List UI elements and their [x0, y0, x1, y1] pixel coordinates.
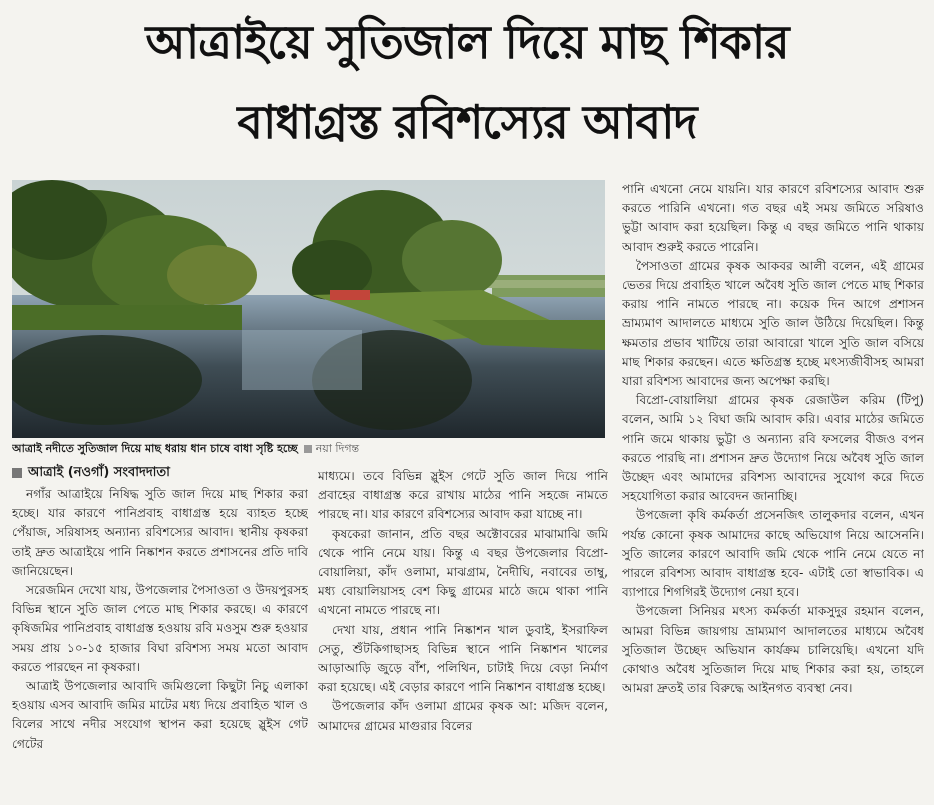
- article-column-2: [318, 467, 608, 803]
- paragraph: উপজেলা সিনিয়র মৎস্য কর্মকর্তা মাকসুদুর রহমান বলেন, আমরা বিভিন্ন জায়গায় ভ্রাম্যমাণ আদালতের মাধ্যমে অবৈধ সুতিজাল উচ্ছেদ অভিযান কার্যক্রম চালিয়েছি। এখনো যদি কোথাও অবৈধ সুতিজাল দিয়ে মাছ শিকার করা হয়, তাহলে আমরা দ্রুতই তার বিরুদ্ধে আইনগত ব্যবস্থা নেব।: [622, 604, 924, 696]
- article-column-3: [622, 180, 924, 803]
- paragraph: পানি এখনো নেমে যায়নি। যার কারণে রবিশস্যের আবাদ শুরু করতে পারিনি এখনো। গত বছর এই সময় জমিতে সরিষাও ভুট্টা আবাদ করা হয়েছিল। কিন্তু এ বছর জমিতে পানি থাকায় আবাদ শুরুই করতে পারেনি।: [622, 182, 924, 254]
- byline: [12, 463, 308, 483]
- paragraph: বিপ্রো-বোয়ালিয়া গ্রামের কৃষক রেজাউল করিম (টিপু) বলেন, আমি ১২ বিঘা জমি আবাদ করি। এবার মাঠের জমিতে পানি জমে থাকায় ভুট্টা ও অন্যান্য রবি ফসলের বীজও বপন করতে পারছি না। প্রশাসন দ্রুত উদ্যোগ নিয়ে অবৈধ সুতি জাল উচ্ছেদ এবং আমাদের রবিশস্য আবাদের সুযোগ করে দিতে সহযোগিতা করার আবেদন জানাচ্ছি।: [622, 393, 924, 504]
- paragraph: কৃষকেরা জানান, প্রতি বছর অক্টোবরের মাঝামাঝি জমি থেকে পানি নেমে যায়। কিন্তু এ বছর উপজেলার বিপ্রো-বোয়ালিয়া, কাঁদ ওলামা, মাঝগ্রাম, নৈদীঘি, নবাবের তাম্বু, মধ্য বোয়ালিয়াসহ বেশ কিছু গ্রামের মাঠে জমে থাকা পানি এখনো নামতে পারছে না।: [318, 526, 608, 618]
- byline-text: আত্রাই (নওগাঁ) সংবাদদাতা: [28, 465, 170, 480]
- paragraph: পৈসাওতা গ্রামের কৃষক আকবর আলী বলেন, এই গ্রামের ভেতর দিয়ে প্রবাহিত খালে অবৈধ সুতি জাল পেতে মাছ শিকার করায় পানি নামতে পারছে না। কয়েক দিন আগে প্রশাসন ভ্রাম্যমাণ আদালতে মাধ্যমে সুতি জাল উঠিয়ে দিয়েছিল। কিন্তু ক্ষমতার প্রভাব খাটিয়ে তারা আবারো খালে সুতি জাল বসিয়ে মাছ শিকার করছেন। এতে ক্ষতিগ্রস্ত হচ্ছে মৎস্যজীবীসহ আমরা যারা রবিশস্য আবাদের জন্য অপেক্ষা করছি।: [622, 258, 924, 389]
- photo-credit: নয়া দিগন্ত: [315, 442, 360, 455]
- headline-line-1: আত্রাইয়ে সুতিজাল দিয়ে মাছ শিকার: [145, 15, 789, 69]
- paragraph: নগাঁর আত্রাইয়ে নিষিদ্ধ সুতি জাল দিয়ে মাছ শিকার করা হচ্ছে। যার কারণে পানিপ্রবাহ বাধাগ্রস্ত হয়ে ব্যাহত হচ্ছে পেঁয়াজ, সরিষাসহ অন্যান্য রবিশস্যের আবাদ। স্থানীয় কৃষকরা তাই দ্রুত আত্রাইয়ে পানি নিষ্কাশন করতে প্রশাসনের প্রতি দাবি জানিয়েছেন।: [12, 487, 308, 578]
- article-column-1: [12, 485, 308, 803]
- paragraph: মাধ্যমে। তবে বিভিন্ন স্লুইস গেটে সুতি জাল দিয়ে পানি প্রবাহের বাধাগ্রস্ত করে রাখায় মাঠের পানি সহজে নামতে পারছে না। যার কারণে রবিশস্যের আবাদ করা যাচ্ছে না।: [318, 469, 608, 522]
- paragraph: উপজেলার কাঁদ ওলামা গ্রামের কৃষক আ: মজিদ বলেন, আমাদের গ্রামের মাগুরার বিলের: [318, 699, 608, 733]
- paragraph: উপজেলা কৃষি কর্মকর্তা প্রসেনজিৎ তালুকদার বলেন, এখন পর্যন্ত কোনো কৃষক আমাদের কাছে অভিযোগ নিয়ে আসেননি। সুতি জালের কারণে আবাদি জমি থেকে পানি নেমে যেতে না পারলে রবিশস্য আবাদ বাধাগ্রস্ত হবে- এটাই তো স্বাভাবিক। এ ব্যাপারে শিগগিরই উদ্যোগ নেয়া হবে।: [622, 508, 924, 600]
- paragraph: দেখা যায়, প্রধান পানি নিষ্কাশন খাল ডুবাই, ইসরাফিল সেতু, শুঁটকিগাছাসহ বিভিন্ন স্থানে পানি নিষ্কাশন খালের আড়াআড়ি জুড়ে বাঁশ, পলিথিন, চাটাই দিয়ে বেড়া নির্মাণ করা হয়েছে। এই বেড়ার কারণে পানি নিষ্কাশন বাধাগ্রস্ত হচ্ছে।: [318, 622, 608, 695]
- news-photo: [12, 180, 605, 438]
- caption-separator: [304, 445, 312, 453]
- paragraph: সরেজমিন দেখো যায়, উপজেলার পৈসাওতা ও উদয়পুরসহ বিভিন্ন স্থানে সুতি জাল পেতে মাছ শিকার করছে। এ কারণে কৃষিজমির পানিপ্রবাহ বাধাগ্রস্ত হওয়ায় রবি মওসুম শুরু হওয়ার সময় প্রায় ১০-১৫ হাজার বিঘা রবিশস্য সময় মতো আবাদ করতে পারছেন না কৃষকরা।: [12, 583, 308, 674]
- paragraph: আত্রাই উপজেলার আবাদি জমিগুলো কিছুটা নিচু এলাকা হওয়ায় এসব আবাদি জমির মাটের মধ্য দিয়ে প্রবাহিত খাল ও বিলের সাথে নদীর সংযোগ স্থাপন করা হয়েছে স্লুইস গেট গেটের: [12, 679, 308, 751]
- byline-bullet-icon: [12, 468, 22, 478]
- headline-line-2: বাধাগ্রস্ত রবিশস্যের আবাদ: [237, 95, 697, 149]
- caption-text: আত্রাই নদীতে সুতিজাল দিয়ে মাছ ধরায় ধান চাষে বাধা সৃষ্টি হচ্ছে: [12, 442, 298, 455]
- photo-caption: [12, 440, 612, 458]
- river-photo-illustration: [12, 180, 605, 438]
